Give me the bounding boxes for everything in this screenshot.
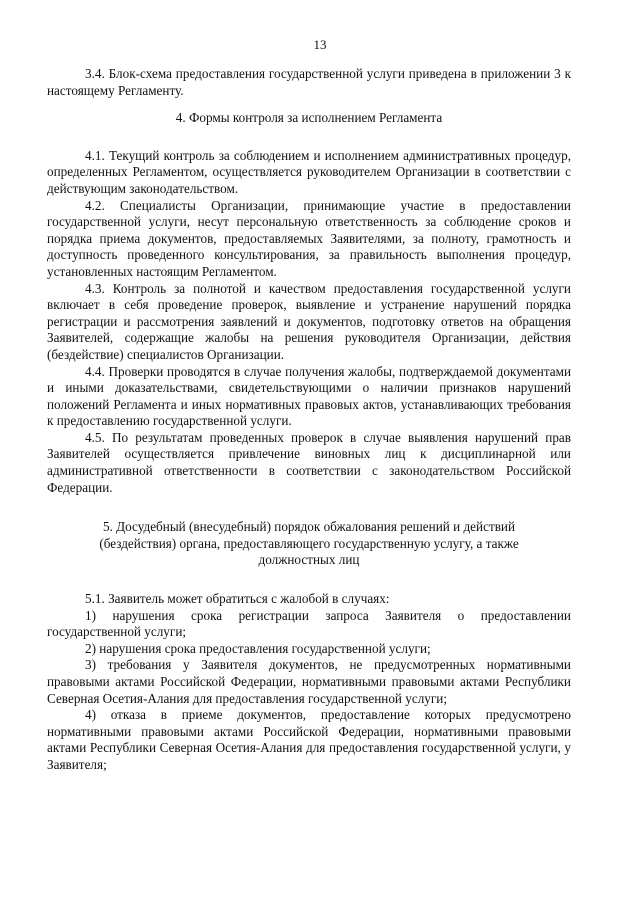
list-item-1: 1) нарушения срока регистрации запроса Заявителя о предоставлении государственной услуги;	[47, 607, 571, 640]
page-number: 13	[313, 37, 327, 52]
paragraph-4-2: 4.2. Специалисты Организации, принимающие участие в предоставлении государственной услуги, несут персональную ответственность за соблюдение сроков и порядка приема документов, предоставляемых Заявителями, за полноту, грамотность и доступность проведенного консультирования, за правильность выполнения процедур, установленных настоящим Регламентом.	[47, 197, 571, 279]
list-item-2: 2) нарушения срока предоставления государственной услуги;	[85, 640, 431, 656]
section-heading-4: 4. Формы контроля за исполнением Регламента	[175, 110, 443, 126]
list-item-3: 3) требования у Заявителя документов, не предусмотренных нормативными правовыми актами Российской Федерации, нормативными правовыми актами Республики Северная Осетия-Алания для предоставления государственной услуги;	[47, 657, 571, 706]
paragraph-5-1: 5.1. Заявитель может обратиться с жалобой в случаях:	[85, 591, 390, 607]
paragraph-3-4: 3.4. Блок-схема предоставления государственной услуги приведена в приложении 3 к настоящему Регламенту.	[47, 66, 571, 98]
paragraph-4-4: 4.4. Проверки проводятся в случае получения жалобы, подтверждаемой документами и иными доказательствами, свидетельствующими о наличии признаков нарушений положений Регламента и иных нормативных правовых актов, устанавливающих требования к предоставлению государственной услуги.	[47, 363, 571, 429]
section-heading-5: 5. Досудебный (внесудебный) порядок обжалования решений и действий (бездействия) органа, предоставляющего государственную услугу, а также должностных лиц	[99, 519, 519, 568]
paragraph-4-1: 4.1. Текущий контроль за соблюдением и исполнением административных процедур, определенных Регламентом, осуществляется руководителем Организации в соответствии с действующим законодательством.	[47, 147, 571, 196]
paragraph-4-3: 4.3. Контроль за полнотой и качеством предоставления государственной услуги включает в себя проведение проверок, выявление и устранение нарушений порядка регистрации и рассмотрения заявлений и документов, подготовку ответов на обращения Заявителей, содержащие жалобы на решения руководителя Организации, действия (бездействие) специалистов Организации.	[47, 280, 571, 362]
list-item-4: 4) отказа в приеме документов, предоставление которых предусмотрено нормативными правовыми актами Российской Федерации, нормативными правовыми актами Республики Северная Осетия-Алания для предоставления государственной услуги, у Заявителя;	[47, 707, 571, 772]
page-body	[47, 66, 571, 774]
paragraph-4-5: 4.5. По результатам проведенных проверок в случае выявления нарушений прав Заявителей осуществляется привлечение виновных лиц к дисциплинарной или административной ответственности в соответствии с законодательством Российской Федерации.	[47, 429, 571, 495]
